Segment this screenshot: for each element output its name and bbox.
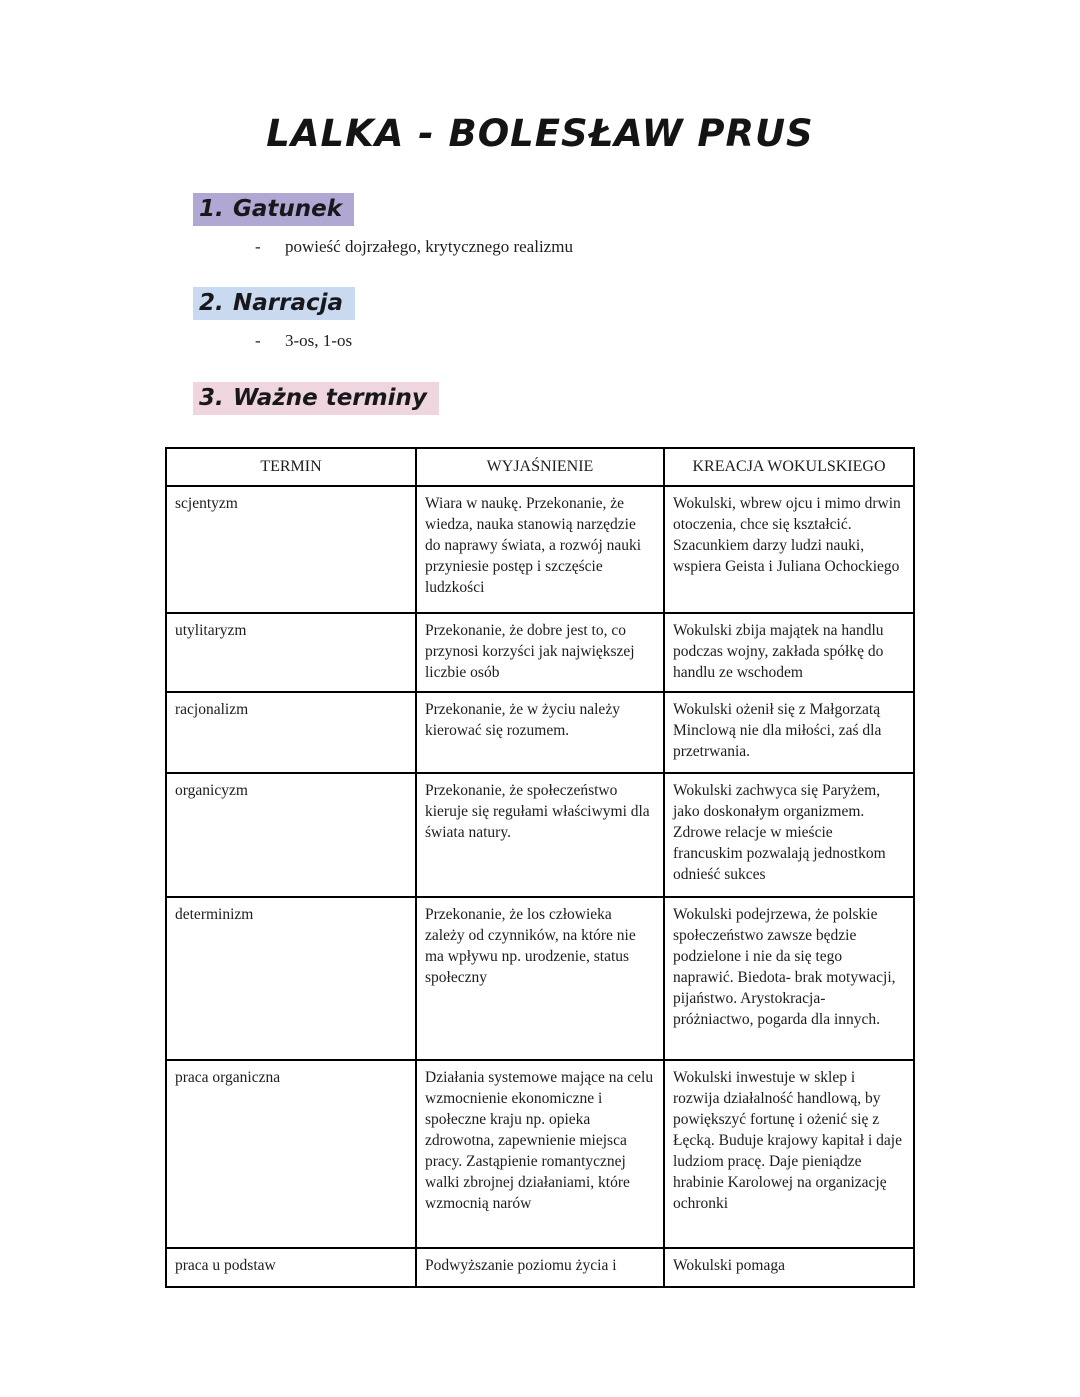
cell-kreacja: Wokulski, wbrew ojcu i mimo drwin otoczenia, chce się kształcić. Szacunkiem darzy ludzi nauki, wspiera Geista i Juliana Ochockiego bbox=[664, 486, 914, 613]
table-row bbox=[166, 1248, 914, 1287]
column-header-termin: TERMIN bbox=[166, 448, 416, 486]
section-highlight bbox=[193, 287, 355, 320]
cell-termin: scjentyzm bbox=[166, 486, 416, 613]
document-title: LALKA - BOLESŁAW PRUS bbox=[266, 112, 814, 155]
section-number: 2. bbox=[199, 290, 224, 317]
cell-wyjasnienie: Wiara w naukę. Przekonanie, że wiedza, nauka stanowią narzędzie do naprawy świata, a rozwój nauki przyniesie postęp i szczęście ludzkości bbox=[416, 486, 664, 613]
cell-wyjasnienie: Działania systemowe mające na celu wzmocnienie ekonomiczne i społeczne kraju np. opieka zdrowotna, zapewnienie miejsca pracy. Zastąpienie romantycznej walki zbrojnej działaniami, które wzmocnią narów bbox=[416, 1060, 664, 1248]
section-heading-wazne-terminy bbox=[193, 382, 1080, 415]
cell-wyjasnienie: Przekonanie, że w życiu należy kierować się rozumem. bbox=[416, 692, 664, 773]
column-header-wyjasnienie: WYJAŚNIENIE bbox=[416, 448, 664, 486]
cell-wyjasnienie: Przekonanie, że dobre jest to, co przynosi korzyści jak największej liczbie osób bbox=[416, 613, 664, 692]
cell-wyjasnienie: Przekonanie, że społeczeństwo kieruje się regułami właściwymi dla świata natury. bbox=[416, 773, 664, 897]
bullet-text: 3-os, 1-os bbox=[285, 331, 353, 351]
cell-termin: determinizm bbox=[166, 897, 416, 1060]
bullet-dash: - bbox=[255, 331, 261, 351]
section-label: Gatunek bbox=[233, 196, 343, 222]
bullet-item bbox=[255, 330, 1080, 351]
cell-termin: praca u podstaw bbox=[166, 1248, 416, 1287]
section-number: 1. bbox=[199, 196, 224, 222]
bullet-dash: - bbox=[255, 237, 261, 256]
table-row bbox=[166, 897, 914, 1060]
section-number: 3. bbox=[199, 384, 224, 411]
cell-kreacja: Wokulski podejrzewa, że polskie społeczeństwo zawsze będzie podzielone i nie da się tego naprawić. Biedota- brak motywacji, pijaństwo. Arystokracja- próżniactwo, pogarda dla innych. bbox=[664, 897, 914, 1060]
cell-kreacja: Wokulski zachwyca się Paryżem, jako doskonałym organizmem. Zdrowe relacje w mieście francuskim pozwalają jednostkom odnieść sukces bbox=[664, 773, 914, 897]
table-row bbox=[166, 773, 914, 897]
bullet-text: powieść dojrzałego, krytycznego realizmu bbox=[285, 237, 573, 256]
section-highlight bbox=[193, 193, 354, 226]
cell-wyjasnienie: Przekonanie, że los człowieka zależy od czynników, na które nie ma wpływu np. urodzenie, status społeczny bbox=[416, 897, 664, 1060]
cell-termin: praca organiczna bbox=[166, 1060, 416, 1248]
bullet-item bbox=[255, 236, 1080, 257]
table-row bbox=[166, 613, 914, 692]
table-row bbox=[166, 486, 914, 613]
table-row bbox=[166, 692, 914, 773]
cell-kreacja: Wokulski pomaga bbox=[664, 1248, 914, 1287]
section-heading-gatunek bbox=[193, 193, 1080, 226]
cell-wyjasnienie: Podwyższanie poziomu życia i bbox=[416, 1248, 664, 1287]
section-label: Narracja bbox=[233, 290, 344, 317]
cell-termin: organicyzm bbox=[166, 773, 416, 897]
cell-kreacja: Wokulski inwestuje w sklep i rozwija działalność handlową, by powiększyć fortunę i ożenić się z Łęcką. Buduje krajowy kapitał i daje ludziom pracę. Daje pieniądze hrabinie Karolowej na organizację ochronki bbox=[664, 1060, 914, 1248]
table-header-row bbox=[166, 448, 914, 486]
cell-termin: utylitaryzm bbox=[166, 613, 416, 692]
terms-table bbox=[165, 447, 915, 1288]
section-highlight bbox=[193, 382, 439, 415]
section-label: Ważne terminy bbox=[233, 384, 427, 411]
cell-termin: racjonalizm bbox=[166, 692, 416, 773]
cell-kreacja: Wokulski zbija majątek na handlu podczas wojny, zakłada spółkę do handlu ze wschodem bbox=[664, 613, 914, 692]
table-row bbox=[166, 1060, 914, 1248]
section-heading-narracja bbox=[193, 287, 1080, 320]
column-header-kreacja: KREACJA WOKULSKIEGO bbox=[664, 448, 914, 486]
cell-kreacja: Wokulski ożenił się z Małgorzatą Minclową nie dla miłości, zaś dla przetrwania. bbox=[664, 692, 914, 773]
